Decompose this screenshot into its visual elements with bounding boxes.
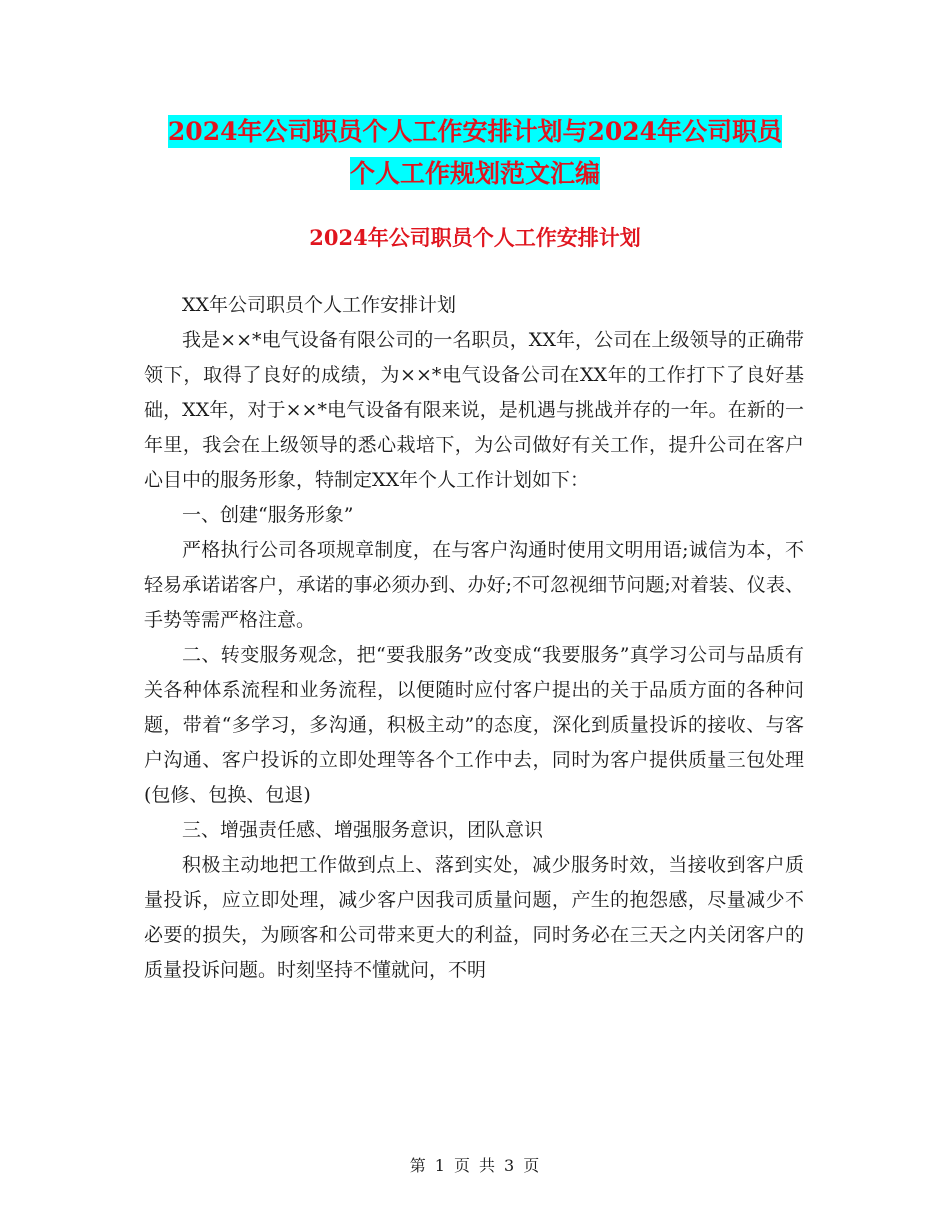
title-highlight-1: 2024年公司职员个人工作安排计划与2024年公司职员: [167, 117, 783, 146]
document-title-line-1: [0, 108, 950, 156]
paragraph-section-3-body: 积极主动地把工作做到点上、落到实处，减少服务时效，当接收到客户质量投诉，应立即处理，减少客户因我司质量问题，产生的抱怨感，尽量减少不必要的损失，为顾客和公司带来更大的利益，同时务必在三天之内关闭客户的质量投诉问题。时刻坚持不懂就问，不明: [144, 854, 804, 981]
paragraph-intro: 我是××*电气设备有限公司的一名职员，XX年，公司在上级领导的正确带领下，取得了良好的成绩，为××*电气设备公司在XX年的工作打下了良好基础，XX年，对于××*电气设备有限来说，是机遇与挑战并存的一年。在新的一年里，我会在上级领导的悉心栽培下，为公司做好有关工作，提升公司在客户心目中的服务形象，特制定XX年个人工作计划如下：: [144, 329, 804, 491]
paragraph-section-1-body: 严格执行公司各项规章制度，在与客户沟通时使用文明用语;诚信为本，不轻易承诺诺客户，承诺的事必须办到、办好;不可忽视细节问题;对着装、仪表、手势等需严格注意。: [144, 539, 804, 631]
footer-suffix: 页: [523, 1156, 541, 1175]
footer-total-prefix: 共: [479, 1156, 497, 1175]
title-highlight-2: 个人工作规划范文汇编: [349, 159, 600, 188]
footer-prefix: 第: [409, 1156, 427, 1175]
paragraph-plan-heading: XX年公司职员个人工作安排计划: [182, 294, 457, 316]
paragraph-section-2: 二、转变服务观念，把“要我服务”改变成“我要服务”真学习公司与品质有关各种体系流程和业务流程，以便随时应付客户提出的关于品质方面的各种问题，带着“多学习，多沟通，积极主动”的态度，深化到质量投诉的接收、与客户沟通、客户投诉的立即处理等各个工作中去，同时为客户提供质量三包处理(包修、包换、包退): [144, 644, 804, 806]
page-footer: [0, 1153, 950, 1176]
paragraph-section-3-heading: 三、增强责任感、增强服务意识，团队意识: [182, 819, 544, 841]
section-title: 2024年公司职员个人工作安排计划: [309, 225, 641, 250]
footer-total-pages: 3: [504, 1156, 516, 1175]
footer-page-word: 页: [453, 1156, 471, 1175]
document-title-line-2: [0, 150, 950, 198]
paragraph-section-1-heading: 一、创建“服务形象”: [182, 504, 354, 526]
document-body: [144, 288, 804, 988]
footer-current-page: 1: [434, 1156, 446, 1175]
